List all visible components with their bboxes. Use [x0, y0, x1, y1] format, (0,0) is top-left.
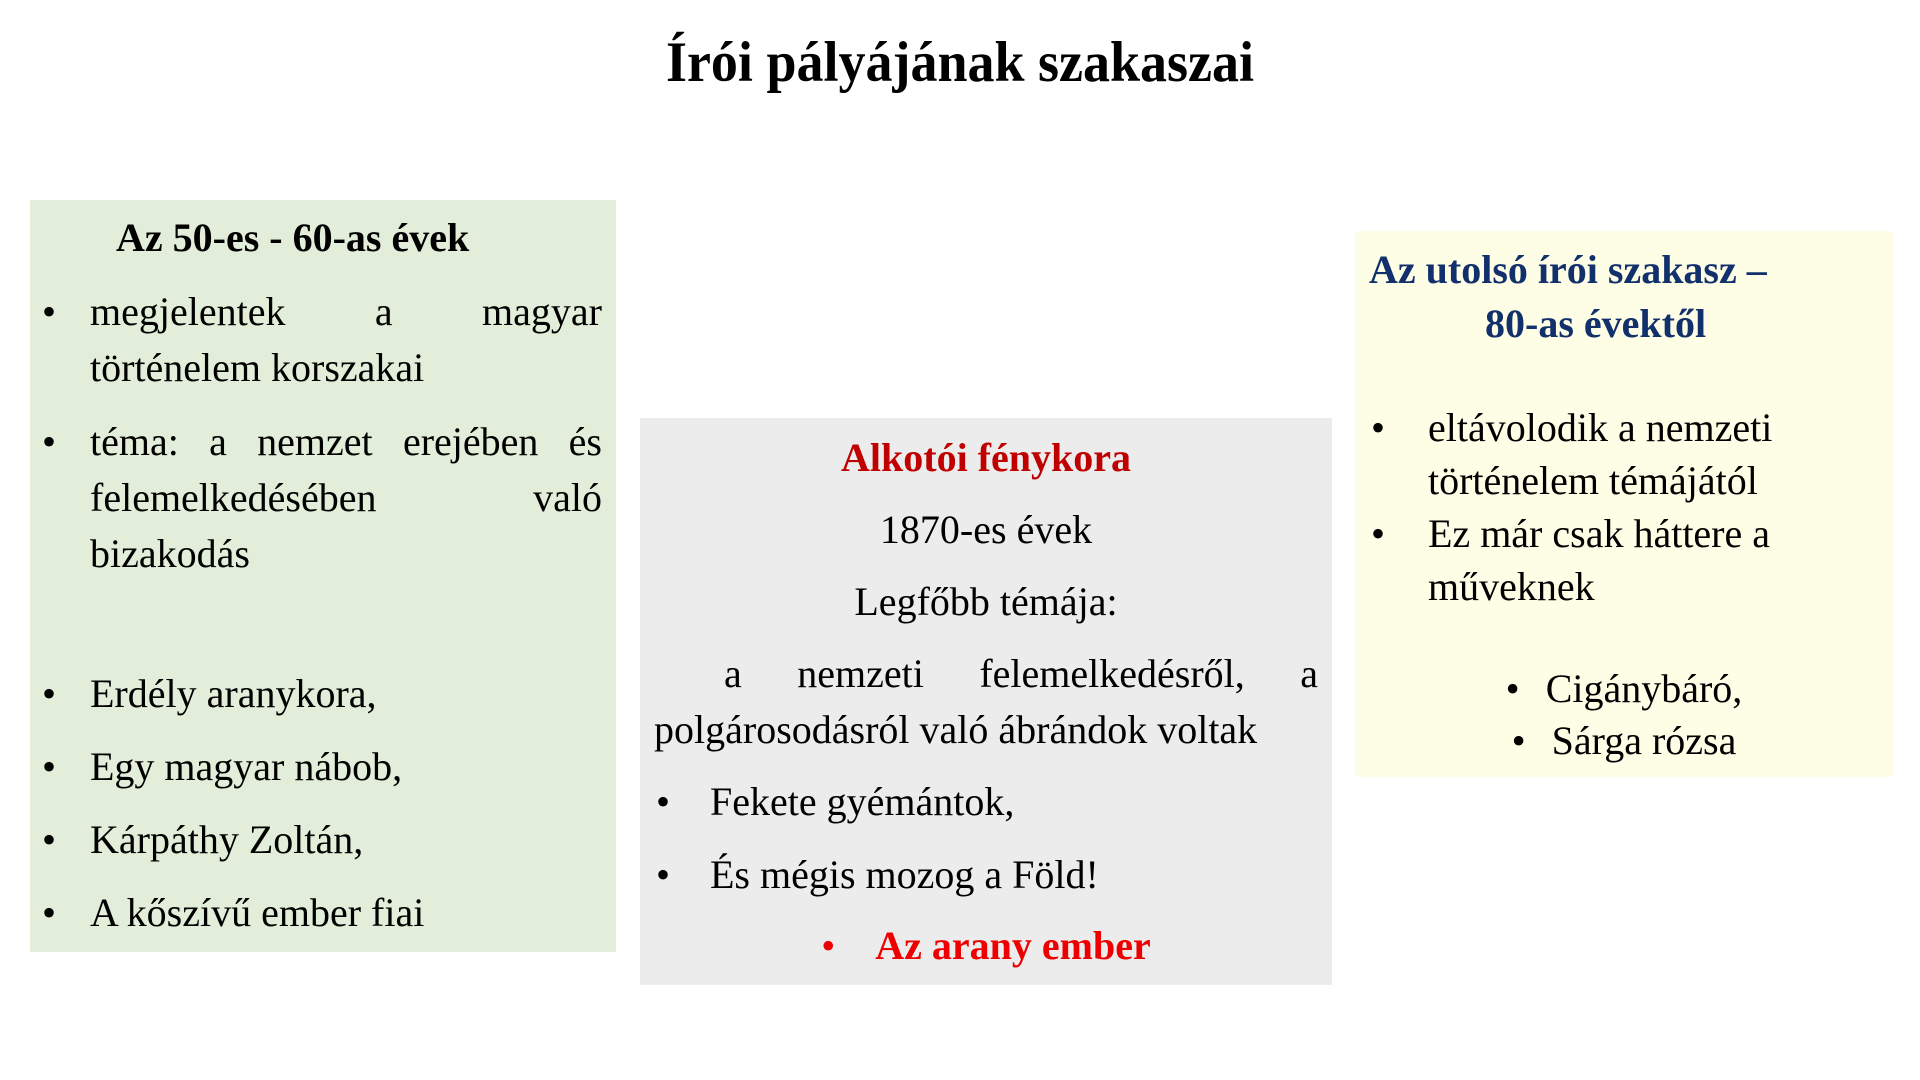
- list-item: [30, 885, 616, 941]
- late-period-heading: [1369, 243, 1879, 351]
- early-points-list: [30, 284, 616, 600]
- early-period-heading: Az 50-es - 60-as évek: [116, 215, 470, 260]
- panel-peak-period: [640, 418, 1332, 985]
- peak-topic-label: Legfőbb témája:: [854, 579, 1118, 624]
- bullet-icon: •: [1511, 718, 1526, 763]
- early-point-text: megjelentek a magyar történelem korszakai: [90, 289, 602, 390]
- list-item: [1355, 663, 1893, 715]
- highlight-work: [640, 918, 1332, 974]
- bullet-icon: •: [656, 779, 671, 824]
- bullet-icon: •: [42, 419, 57, 464]
- bullet-icon: •: [42, 744, 57, 789]
- early-works-list: [30, 666, 616, 941]
- work-title: Fekete gyémántok,: [710, 779, 1015, 824]
- list-item: [1355, 507, 1893, 613]
- panel-early-period: [30, 200, 616, 952]
- bullet-icon: •: [42, 671, 57, 716]
- list-item: [640, 847, 1332, 903]
- late-points-list: [1355, 401, 1893, 613]
- highlight-work-title: Az arany ember: [875, 923, 1151, 968]
- list-item: [1355, 401, 1893, 507]
- work-title: Kárpáthy Zoltán,: [90, 817, 364, 862]
- peak-years: 1870-es évek: [879, 507, 1093, 552]
- work-title: És mégis mozog a Föld!: [710, 852, 1099, 897]
- peak-works-list: [640, 774, 1332, 920]
- list-item: [30, 666, 616, 722]
- late-heading-line1: Az utolsó írói szakasz –: [1369, 247, 1767, 292]
- list-item: [30, 284, 616, 396]
- peak-period-heading: Alkotói fénykora: [841, 435, 1131, 480]
- work-title: A kőszívű ember fiai: [90, 890, 425, 935]
- late-heading-line2: 80-as évektől: [1485, 301, 1707, 346]
- early-point-text: téma: a nemzet erejében és felemelkedésében való bizakodás: [90, 419, 602, 576]
- work-title: Cigánybáró,: [1545, 666, 1743, 711]
- work-title: Erdély aranykora,: [90, 671, 377, 716]
- peak-description-line2: polgárosodásról való ábrándok voltak: [654, 707, 1258, 752]
- work-title: Egy magyar nábob,: [90, 744, 403, 789]
- late-works-list: [1355, 663, 1893, 767]
- list-item: [640, 774, 1332, 830]
- work-title: Sárga rózsa: [1551, 718, 1737, 763]
- peak-description: [654, 646, 1318, 758]
- list-item: [30, 414, 616, 582]
- list-item: [1355, 715, 1893, 767]
- bullet-icon: •: [42, 890, 57, 935]
- late-point-text: Ez már csak háttere a műveknek: [1428, 511, 1771, 609]
- list-item: [30, 739, 616, 795]
- bullet-icon: •: [656, 852, 671, 897]
- bullet-icon: •: [42, 289, 57, 334]
- list-item: [30, 812, 616, 868]
- bullet-icon: •: [42, 817, 57, 862]
- late-point-text: eltávolodik a nemzeti történelem témájától: [1428, 405, 1773, 503]
- bullet-icon: •: [1371, 511, 1386, 556]
- slide-title: Írói pályájának szakaszai: [665, 30, 1255, 94]
- bullet-icon: •: [1371, 405, 1386, 450]
- peak-description-line1: a nemzeti felemelkedésről, a: [724, 651, 1318, 696]
- panel-late-period: [1355, 231, 1893, 777]
- bullet-icon: •: [1505, 666, 1520, 711]
- bullet-icon: •: [821, 923, 836, 968]
